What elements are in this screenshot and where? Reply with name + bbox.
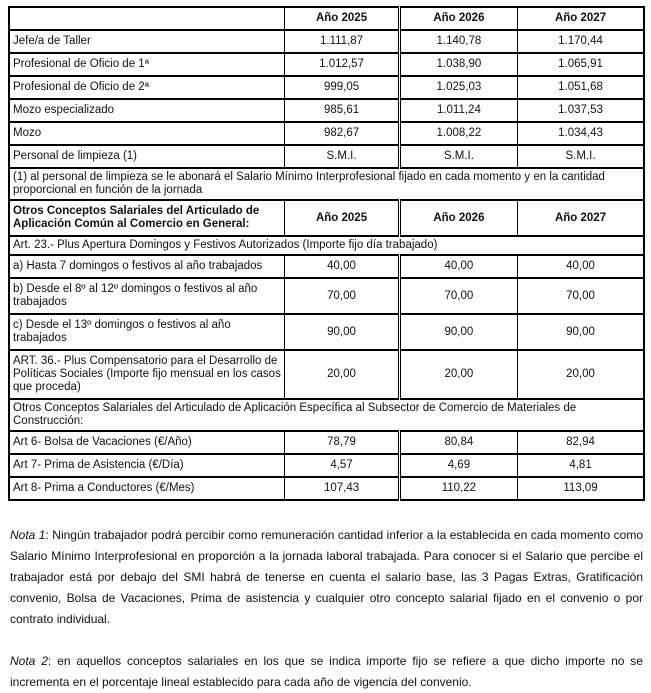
row-label: Profesional de Oficio de 2ª <box>9 76 285 99</box>
note-1-label: Nota 1 <box>10 528 46 542</box>
row-label: Art 8- Prima a Conductores (€/Mes) <box>9 477 285 500</box>
value-cell: 1.012,57 <box>285 53 399 76</box>
table-row <box>9 53 644 76</box>
art23-subheader-text: Art. 23.- Plus Apertura Domingos y Festivos Autorizados (Importe fijo día trabajado) <box>9 236 644 255</box>
value-cell: 1.038,90 <box>399 53 517 76</box>
value-cell: 80,84 <box>399 431 517 454</box>
row-label: Art 6- Bolsa de Vacaciones (€/Año) <box>9 431 285 454</box>
note-2 <box>10 651 643 693</box>
table-row <box>9 350 644 399</box>
value-cell: 4,81 <box>518 454 644 477</box>
value-cell: 985,61 <box>285 99 399 122</box>
year-header-2027: Año 2027 <box>518 200 644 236</box>
value-cell: 1.051,68 <box>518 76 644 99</box>
note-2-text: : en aquellos conceptos salariales en los que se indica importe fijo se refiere a que dicho importe no se incrementa en el porcentaje lineal establecido para cada año de vigencia del convenio. <box>10 654 643 689</box>
section2-header-row <box>9 200 644 236</box>
value-cell: 20,00 <box>285 350 399 399</box>
value-cell: 1.037,53 <box>518 99 644 122</box>
value-cell: 982,67 <box>285 122 399 145</box>
section3-header-row <box>9 399 644 431</box>
value-cell: 70,00 <box>518 278 644 314</box>
row-label: Personal de limpieza (1) <box>9 145 285 168</box>
value-cell: 1.140,78 <box>399 30 517 53</box>
table-row <box>9 314 644 350</box>
row-label: Mozo especializado <box>9 99 285 122</box>
table-row <box>9 477 644 500</box>
year-header-2025: Año 2025 <box>285 200 399 236</box>
value-cell: 999,05 <box>285 76 399 99</box>
value-cell: S.M.I. <box>285 145 399 168</box>
value-cell: 110,22 <box>399 477 517 500</box>
value-cell: 113,09 <box>518 477 644 500</box>
value-cell: S.M.I. <box>399 145 517 168</box>
value-cell: 1.008,22 <box>399 122 517 145</box>
value-cell: 70,00 <box>285 278 399 314</box>
footnote-row <box>9 168 644 200</box>
value-cell: 70,00 <box>399 278 517 314</box>
salary-table <box>8 6 645 501</box>
table-row <box>9 99 644 122</box>
row-label: Profesional de Oficio de 1ª <box>9 53 285 76</box>
value-cell: 4,69 <box>399 454 517 477</box>
table-row <box>9 431 644 454</box>
year-header-2025: Año 2025 <box>285 7 399 30</box>
value-cell: 4,57 <box>285 454 399 477</box>
value-cell: 1.011,24 <box>399 99 517 122</box>
row-label: b) Desde el 8º al 12º domingos o festivos al año trabajados <box>9 278 285 314</box>
art23-subheader-row <box>9 236 644 255</box>
value-cell: 90,00 <box>399 314 517 350</box>
table-row <box>9 278 644 314</box>
row-label: ART. 36.- Plus Compensatorio para el Desarrollo de Políticas Sociales (Importe fijo mensual en los casos que proceda) <box>9 350 285 399</box>
note-1-text: : Ningún trabajador podrá percibir como remuneración cantidad inferior a la establecida en cada momento como Salario Mínimo Interprofesional en proporción a la jornada laboral trabajada. Para conocer si el Salario que percibe el trabajador está por debajo del SMI habrá de tenerse en cuenta el salario base, las 3 Pagas Extras, Gratificación convenio, Bolsa de Vacaciones, Prima de asistencia y cualquier otro concepto salarial fijado en el convenio o por contrato individual. <box>10 528 643 626</box>
value-cell: 20,00 <box>399 350 517 399</box>
section2-header-label: Otros Conceptos Salariales del Articulado de Aplicación Común al Comercio en General: <box>9 200 285 236</box>
value-cell: 40,00 <box>518 255 644 278</box>
year-header-2026: Año 2026 <box>399 7 517 30</box>
year-header-2026: Año 2026 <box>399 200 517 236</box>
table-row <box>9 30 644 53</box>
value-cell: 82,94 <box>518 431 644 454</box>
section3-header-text: Otros Conceptos Salariales del Articulado de Aplicación Específica al Subsector de Comercio de Materiales de Construcción: <box>9 399 644 431</box>
value-cell: 1.111,87 <box>285 30 399 53</box>
value-cell: 90,00 <box>285 314 399 350</box>
table-row <box>9 76 644 99</box>
value-cell: 1.170,44 <box>518 30 644 53</box>
note-2-label: Nota 2 <box>10 654 48 668</box>
note-1 <box>10 525 643 630</box>
value-cell: 1.034,43 <box>518 122 644 145</box>
row-label: c) Desde el 13º domingos o festivos al año trabajados <box>9 314 285 350</box>
value-cell: 1.065,91 <box>518 53 644 76</box>
value-cell: 78,79 <box>285 431 399 454</box>
value-cell: 1.025,03 <box>399 76 517 99</box>
row-label: Jefe/a de Taller <box>9 30 285 53</box>
value-cell: 20,00 <box>518 350 644 399</box>
notes-section <box>8 525 643 693</box>
row-label: a) Hasta 7 domingos o festivos al año trabajados <box>9 255 285 278</box>
table-row <box>9 145 644 168</box>
table-row <box>9 255 644 278</box>
footnote-text: (1) al personal de limpieza se le abonará el Salario Mínimo Interprofesional fijado en cada momento y en la cantidad proporcional en función de la jornada <box>9 168 644 200</box>
empty-header-cell <box>9 7 285 30</box>
value-cell: 40,00 <box>399 255 517 278</box>
value-cell: 40,00 <box>285 255 399 278</box>
row-label: Mozo <box>9 122 285 145</box>
table-row <box>9 454 644 477</box>
year-header-2027: Año 2027 <box>518 7 644 30</box>
table-row <box>9 122 644 145</box>
value-cell: 90,00 <box>518 314 644 350</box>
row-label: Art 7- Prima de Asistencia (€/Día) <box>9 454 285 477</box>
value-cell: 107,43 <box>285 477 399 500</box>
value-cell: S.M.I. <box>518 145 644 168</box>
table-header-row <box>9 7 644 30</box>
